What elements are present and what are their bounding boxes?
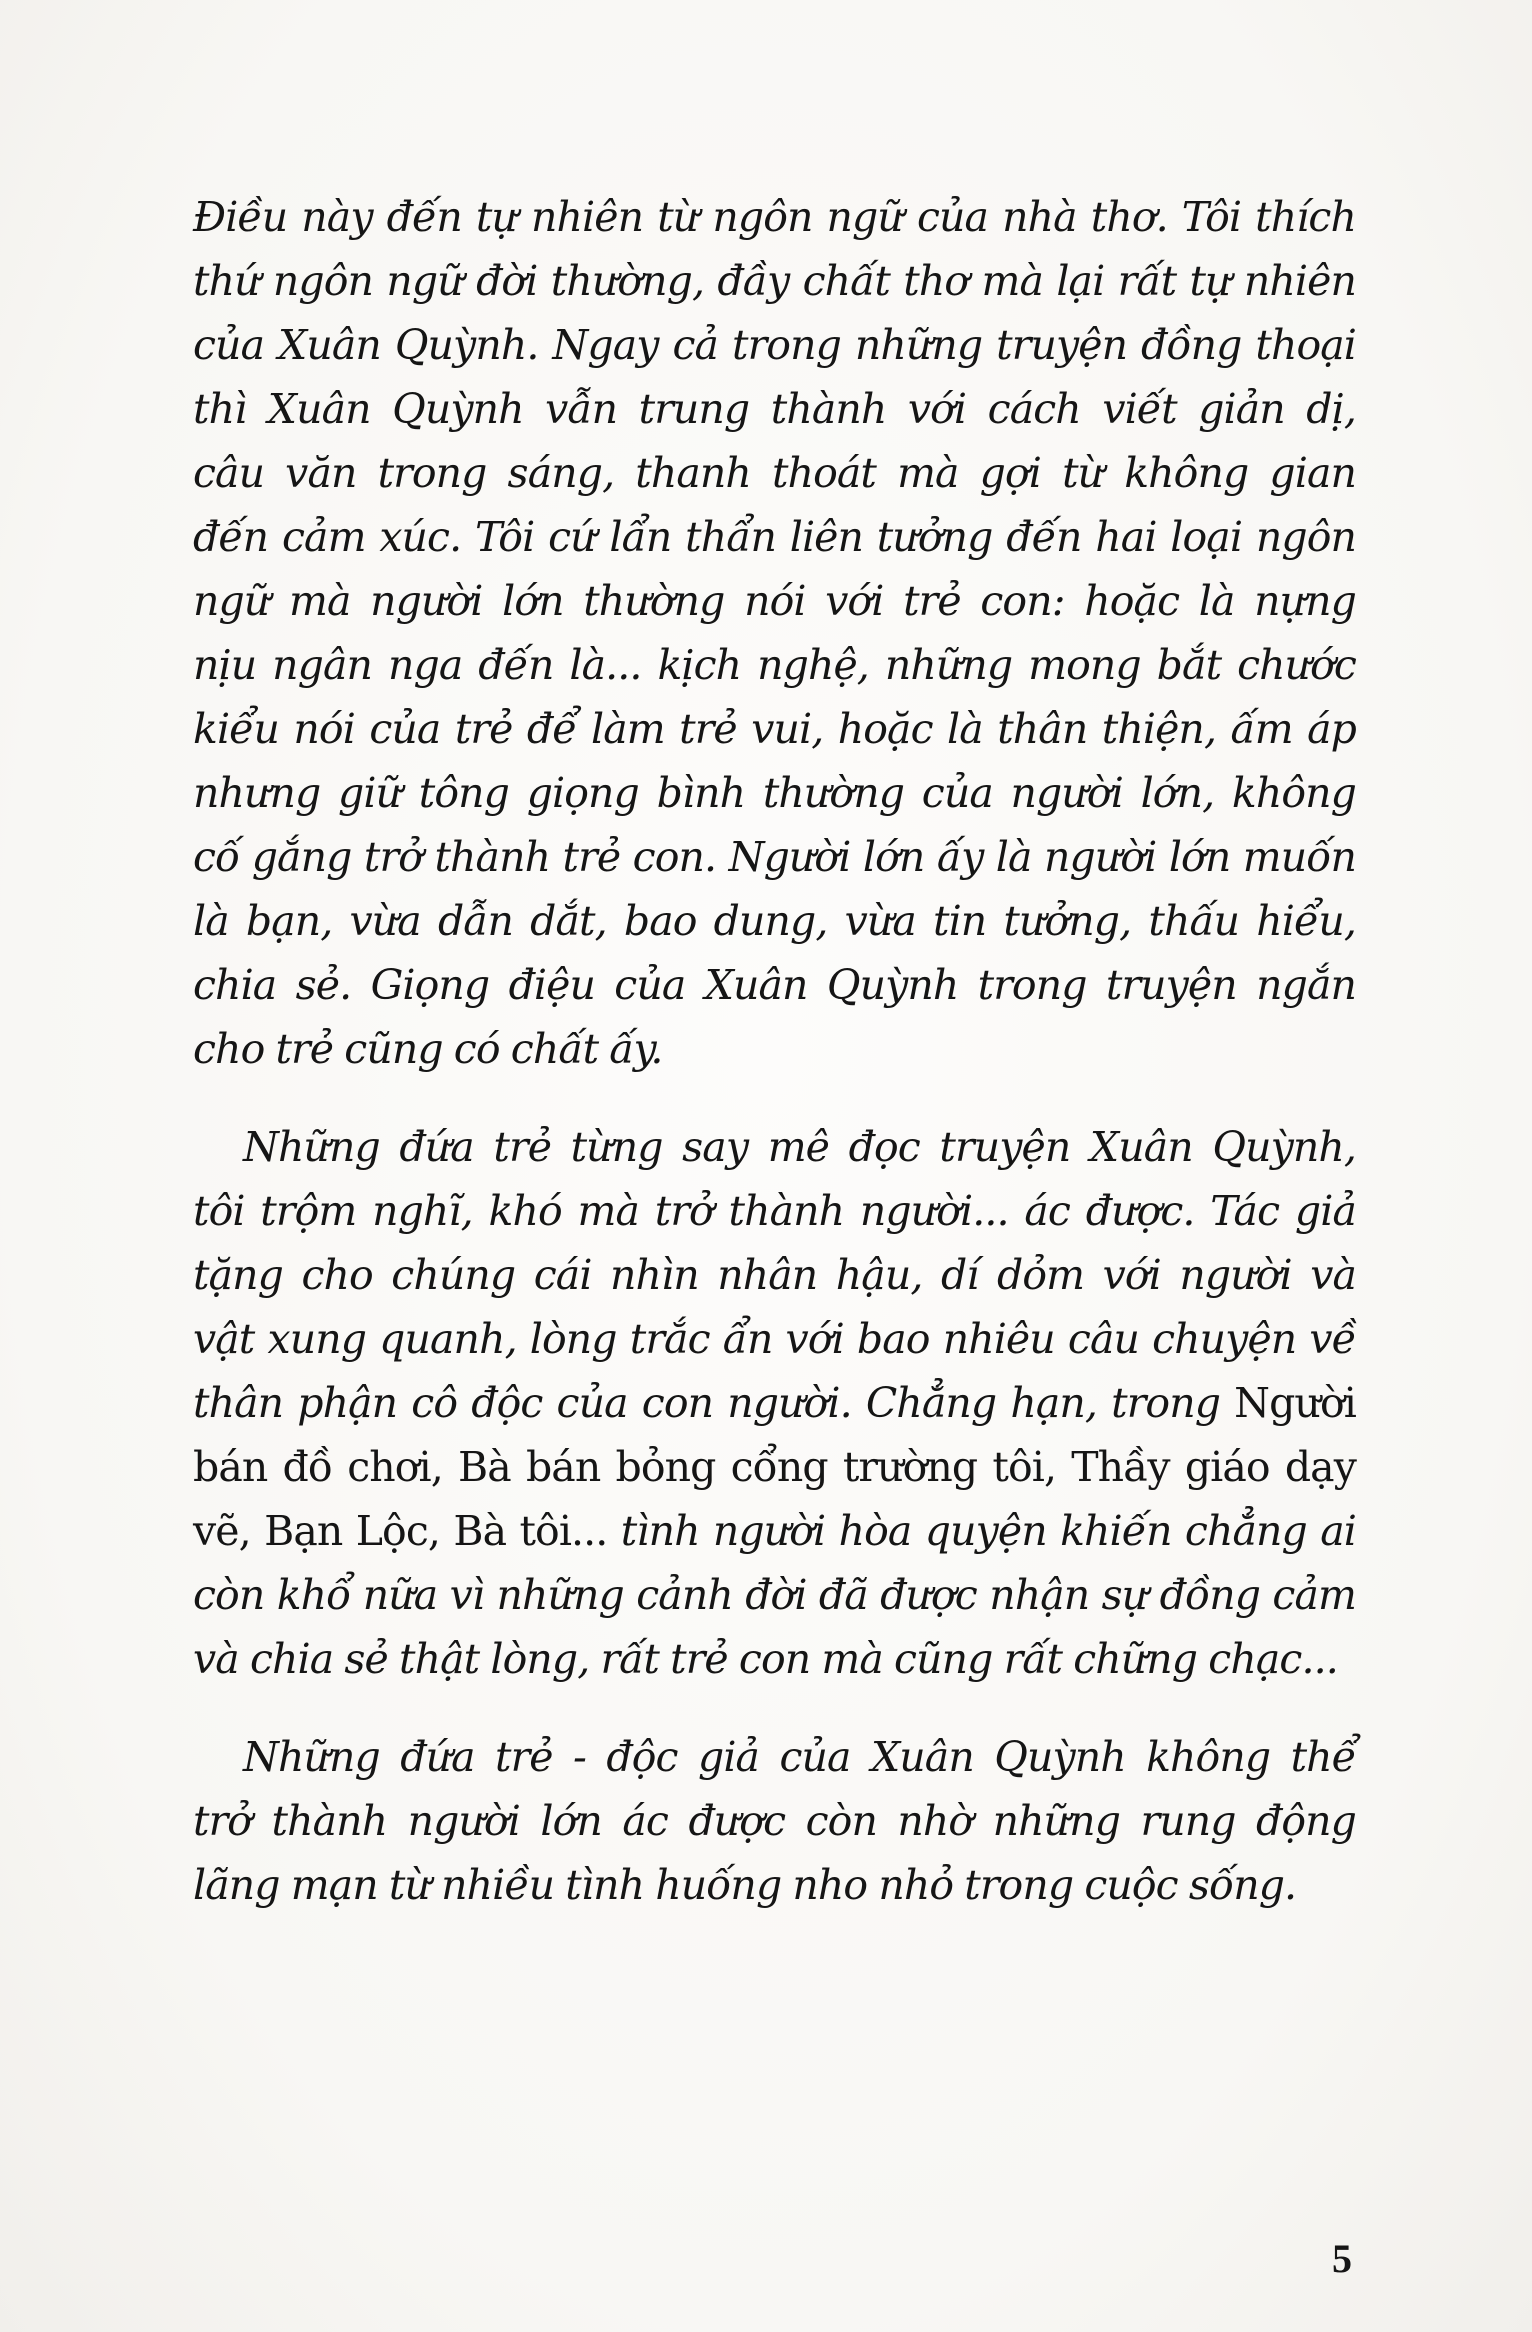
text-line xyxy=(193,505,1356,569)
text-segment: thì Xuân Quỳnh vẫn trung thành với cách viết giản dị, xyxy=(193,385,1356,433)
page-number: 5 xyxy=(1332,2236,1352,2281)
body-text xyxy=(193,185,1356,1917)
text-segment: Những đứa trẻ từng say mê đọc truyện Xuân Quỳnh, xyxy=(243,1123,1356,1171)
paragraph-gap xyxy=(193,1081,1356,1115)
text-line xyxy=(193,441,1356,505)
text-segment: lãng mạn từ nhiều tình huống nho nhỏ trong cuộc sống. xyxy=(193,1861,1297,1909)
text-line xyxy=(193,1853,1356,1917)
text-line xyxy=(193,697,1356,761)
text-segment: tặng cho chúng cái nhìn nhân hậu, dí dỏm với người và xyxy=(193,1251,1356,1299)
text-segment: thân phận cô độc của con người. Chẳng hạn, trong xyxy=(193,1379,1235,1427)
text-segment: và chia sẻ thật lòng, rất trẻ con mà cũng rất chững chạc... xyxy=(193,1635,1338,1683)
text-segment: ngữ mà người lớn thường nói với trẻ con: hoặc là nựng xyxy=(193,577,1356,625)
text-line xyxy=(193,1307,1356,1371)
text-segment: chia sẻ. Giọng điệu của Xuân Quỳnh trong truyện ngắn xyxy=(193,961,1356,1009)
paragraph-gap xyxy=(193,1691,1356,1725)
text-line xyxy=(193,377,1356,441)
text-segment: còn khổ nữa vì những cảnh đời đã được nhận sự đồng cảm xyxy=(193,1571,1356,1619)
text-line xyxy=(193,1371,1356,1435)
text-segment: đến cảm xúc. Tôi cứ lẩn thẩn liên tưởng đến hai loại ngôn xyxy=(193,513,1356,561)
text-line xyxy=(193,1789,1356,1853)
text-segment: tôi trộm nghĩ, khó mà trở thành người... ác được. Tác giả xyxy=(193,1187,1356,1235)
text-line xyxy=(193,1243,1356,1307)
text-line xyxy=(193,1499,1356,1563)
text-segment: thứ ngôn ngữ đời thường, đầy chất thơ mà lại rất tự nhiên xyxy=(193,257,1356,305)
text-line xyxy=(193,185,1356,249)
text-line xyxy=(193,313,1356,377)
title-reference: vẽ, Bạn Lộc, Bà tôi... xyxy=(193,1507,608,1555)
text-line xyxy=(193,825,1356,889)
text-line xyxy=(193,889,1356,953)
text-segment: kiểu nói của trẻ để làm trẻ vui, hoặc là thân thiện, ấm áp xyxy=(193,705,1356,753)
text-segment: cho trẻ cũng có chất ấy. xyxy=(193,1025,663,1073)
paragraph xyxy=(193,1725,1356,1917)
title-reference: bán đồ chơi, Bà bán bỏng cổng trường tôi, Thầy giáo dạy xyxy=(193,1443,1356,1491)
text-segment: là bạn, vừa dẫn dắt, bao dung, vừa tin tưởng, thấu hiểu, xyxy=(193,897,1356,945)
text-segment: tình người hòa quyện khiến chẳng ai xyxy=(607,1507,1356,1555)
text-line xyxy=(193,1115,1356,1179)
text-line xyxy=(193,633,1356,697)
text-line xyxy=(193,761,1356,825)
text-segment: của Xuân Quỳnh. Ngay cả trong những truyện đồng thoại xyxy=(193,321,1356,369)
text-line xyxy=(193,953,1356,1017)
text-line xyxy=(193,1179,1356,1243)
text-line xyxy=(193,1627,1356,1691)
text-line xyxy=(193,1725,1356,1789)
text-line xyxy=(193,569,1356,633)
text-segment: Điều này đến tự nhiên từ ngôn ngữ của nhà thơ. Tôi thích xyxy=(193,193,1356,241)
text-segment: nịu ngân nga đến là... kịch nghệ, những mong bắt chước xyxy=(193,641,1356,689)
text-segment: câu văn trong sáng, thanh thoát mà gợi từ không gian xyxy=(193,449,1356,497)
text-line xyxy=(193,1017,1356,1081)
text-segment: vật xung quanh, lòng trắc ẩn với bao nhiêu câu chuyện về xyxy=(193,1315,1356,1363)
text-segment: cố gắng trở thành trẻ con. Người lớn ấy là người lớn muốn xyxy=(193,833,1356,881)
text-line xyxy=(193,1563,1356,1627)
title-reference: Người xyxy=(1234,1379,1356,1427)
paragraph xyxy=(193,1115,1356,1691)
text-segment: Những đứa trẻ - độc giả của Xuân Quỳnh không thể xyxy=(243,1733,1356,1781)
text-segment: nhưng giữ tông giọng bình thường của người lớn, không xyxy=(193,769,1356,817)
text-segment: trở thành người lớn ác được còn nhờ những rung động xyxy=(193,1797,1356,1845)
text-line xyxy=(193,249,1356,313)
paragraph xyxy=(193,185,1356,1081)
text-line xyxy=(193,1435,1356,1499)
